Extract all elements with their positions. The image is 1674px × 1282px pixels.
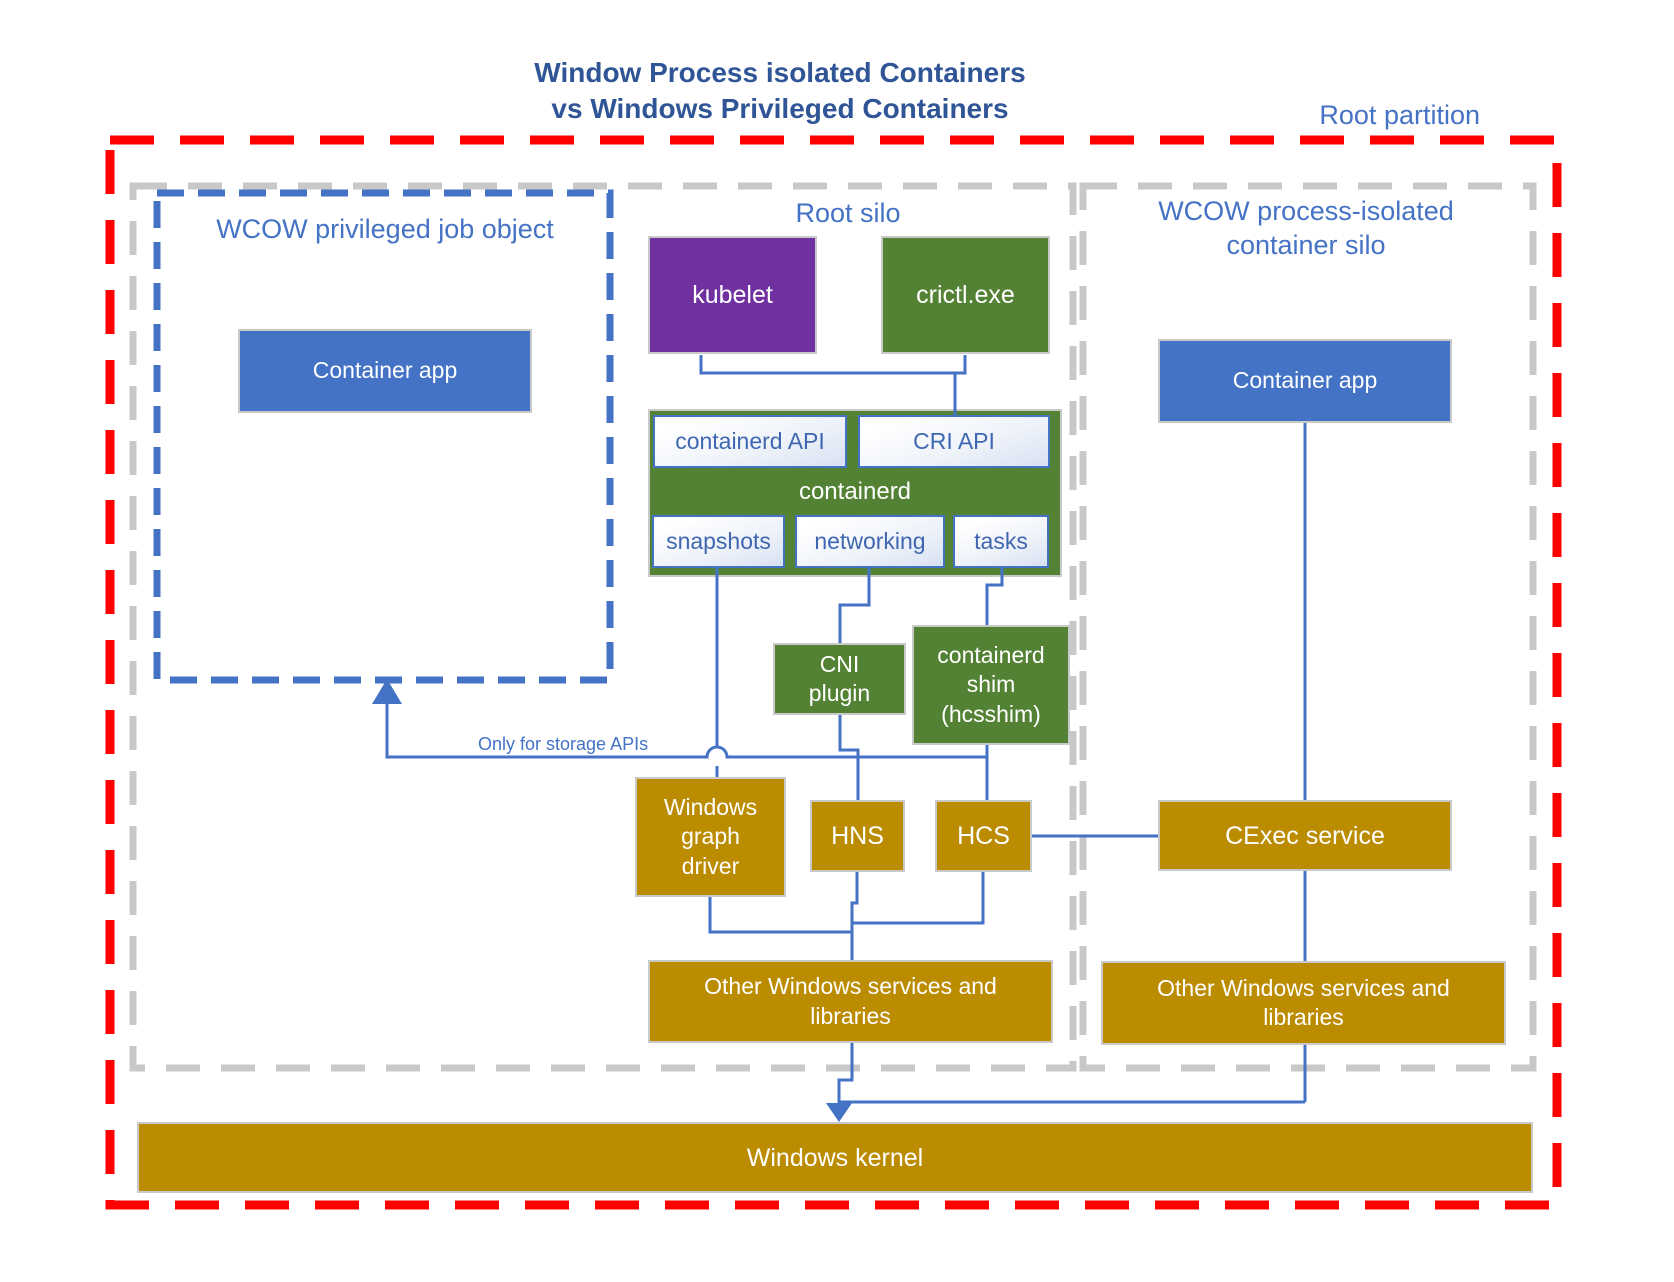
arrowhead-down-kernel — [826, 1103, 852, 1122]
containerd-api-box — [653, 415, 847, 468]
containerd-title — [648, 468, 1062, 516]
crictl-box — [881, 236, 1050, 354]
process-silo-border — [1083, 186, 1533, 1068]
container-app-right-label: Container app — [1232, 367, 1378, 394]
job-object-border — [157, 193, 610, 680]
networking-box — [795, 515, 945, 568]
cni-plugin-label: CNI plugin — [808, 650, 871, 706]
services-right-label: Other Windows services and libraries — [1157, 974, 1450, 1030]
kubelet-box — [648, 236, 817, 354]
container-app-left-label: Container app — [312, 357, 458, 384]
line-graphdriver-down — [710, 897, 852, 932]
root-silo-label: Root silo — [795, 198, 901, 228]
cexec-service-box — [1158, 800, 1452, 871]
hcs-label: HCS — [957, 822, 1010, 850]
diagram-title-line2: vs Windows Privileged Containers — [551, 93, 1009, 124]
storage-apis-note: Only for storage APIs — [478, 734, 649, 754]
containerd-label: containerd — [798, 478, 912, 505]
tasks-box — [953, 515, 1049, 568]
diagram-title — [380, 55, 1180, 127]
hns-box — [810, 800, 905, 872]
job-object-label: WCOW privileged job object — [216, 214, 554, 244]
container-app-left-box — [238, 329, 532, 413]
graph-driver-label: Windows graph driver — [663, 793, 758, 879]
process-silo-label-line2: container silo — [1226, 230, 1386, 260]
windows-kernel-box — [137, 1122, 1533, 1193]
line-networking-to-cni — [840, 568, 869, 643]
services-right-box — [1101, 961, 1506, 1045]
root-partition-label: Root partition — [1319, 100, 1480, 130]
line-cni-to-hns — [840, 715, 858, 800]
cri-api-box — [858, 415, 1050, 468]
graph-driver-box — [635, 777, 786, 897]
tasks-label: tasks — [974, 527, 1028, 554]
snapshots-label: snapshots — [666, 527, 771, 554]
snapshots-box — [652, 515, 785, 568]
line-services-left-down — [839, 1043, 852, 1104]
networking-label: networking — [814, 527, 926, 554]
kubelet-label: kubelet — [692, 281, 773, 309]
services-left-label: Other Windows services and libraries — [704, 973, 997, 1029]
process-silo-label — [1086, 194, 1526, 262]
line-kubelet-crictl-join — [701, 355, 965, 373]
containerd-shim-box — [912, 625, 1070, 745]
cni-plugin-box — [773, 643, 906, 715]
services-left-box — [648, 960, 1053, 1043]
hns-label: HNS — [831, 822, 884, 850]
cri-api-label: CRI API — [913, 427, 995, 454]
windows-kernel-label: Windows kernel — [746, 1143, 924, 1172]
line-hns-down — [852, 872, 857, 960]
process-silo-label-line1: WCOW process-isolated — [1158, 196, 1454, 226]
crictl-label: crictl.exe — [916, 281, 1015, 309]
hcs-box — [935, 800, 1032, 872]
diagram-title-line1: Window Process isolated Containers — [534, 57, 1026, 88]
line-hcs-down — [852, 872, 983, 923]
arrowhead-up-job-object — [372, 679, 402, 704]
container-app-right-box — [1158, 339, 1452, 423]
cexec-service-label: CExec service — [1225, 821, 1385, 850]
containerd-shim-label: containerd shim (hcsshim) — [937, 641, 1045, 727]
containerd-api-label: containerd API — [675, 427, 825, 454]
